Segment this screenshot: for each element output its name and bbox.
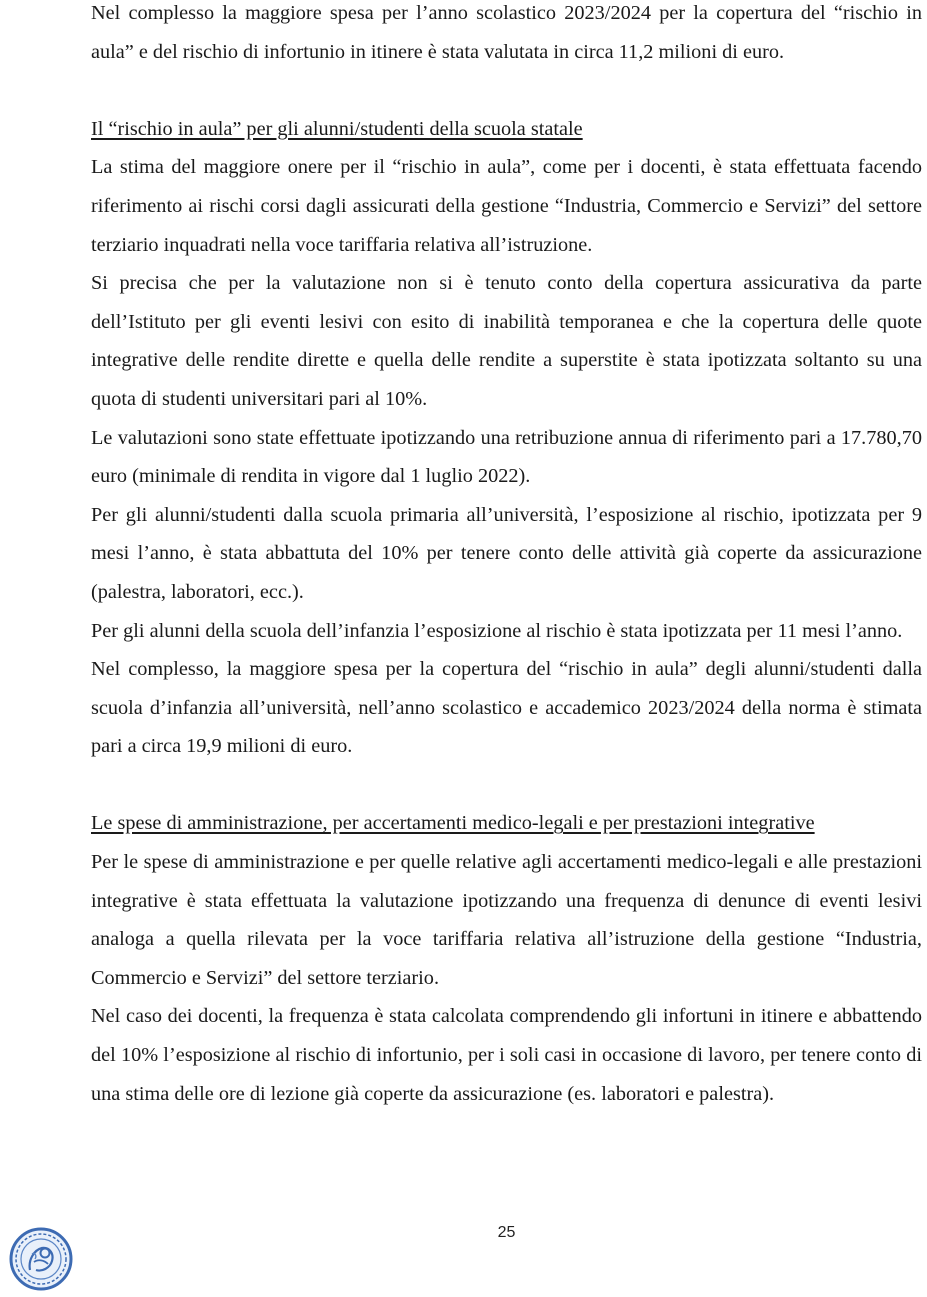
document-body [91, 0, 922, 1113]
paragraph: Per gli alunni/studenti dalla scuola primaria all’università, l’esposizione al rischio, ipotizzata per 9 mesi l’anno, è stata abbattuta del 10% per tenere conto delle attività già coperte da assicurazione (palestra, laboratori, ecc.). [91, 503, 922, 603]
paragraph: Si precisa che per la valutazione non si è tenuto conto della copertura assicurativa da parte dell’Istituto per gli eventi lesivi con esito di inabilità temporanea e che la copertura delle quote integrative delle rendite dirette e quella delle rendite a superstite è stata ipotizzata soltanto su una quota di studenti universitari pari al 10%. [91, 272, 922, 410]
intro-paragraph: Nel complesso la maggiore spesa per l’anno scolastico 2023/2024 per la copertura del “rischio in aula” e del rischio di infortunio in itinere è stata valutata in circa 11,2 milioni di euro. [91, 2, 922, 63]
paragraph-gap [91, 766, 922, 805]
institutional-seal-icon [8, 1226, 74, 1292]
paragraph: La stima del maggiore onere per il “rischio in aula”, come per i docenti, è stata effettuata facendo riferimento ai rischi corsi dagli assicurati della gestione “Industria, Commercio e Servizi” del settore terziario inquadrati nella voce tariffaria relativa all’istruzione. [91, 156, 922, 256]
page-number: 25 [497, 1224, 516, 1241]
section-spese-amministrazione [91, 804, 922, 1113]
paragraph-gap [91, 71, 922, 110]
paragraph: Per le spese di amministrazione e per quelle relative agli accertamenti medico-legali e alle prestazioni integrative è stata effettuata la valutazione ipotizzando una frequenza di denunce di eventi lesivi analoga a quella rilevata per la voce tariffaria relativa all’istruzione della gestione “Industria, Commercio e Servizi” del settore terziario. [91, 851, 922, 989]
paragraph: Nel complesso, la maggiore spesa per la copertura del “rischio in aula” degli alunni/studenti dalla scuola d’infanzia all’università, nell’anno scolastico e accademico 2023/2024 della norma è stimata pari a circa 19,9 milioni di euro. [91, 658, 922, 758]
section-heading: Il “rischio in aula” per gli alunni/studenti della scuola statale [91, 117, 583, 140]
section-rischio-in-aula [91, 110, 922, 766]
paragraph: Le valutazioni sono state effettuate ipotizzando una retribuzione annua di riferimento pari a 17.780,70 euro (minimale di rendita in vigore dal 1 luglio 2022). [91, 426, 922, 488]
section-heading: Le spese di amministrazione, per accertamenti medico-legali e per prestazioni integrative [91, 812, 815, 835]
paragraph: Per gli alunni della scuola dell’infanzia l’esposizione al rischio è stata ipotizzata per 11 mesi l’anno. [91, 619, 903, 642]
paragraph: Nel caso dei docenti, la frequenza è stata calcolata comprendendo gli infortuni in itinere e abbattendo del 10% l’esposizione al rischio di infortunio, per i soli casi in occasione di lavoro, per tenere conto di una stima delle ore di lezione già coperte da assicurazione (es. laboratori e palestra). [91, 1005, 922, 1105]
